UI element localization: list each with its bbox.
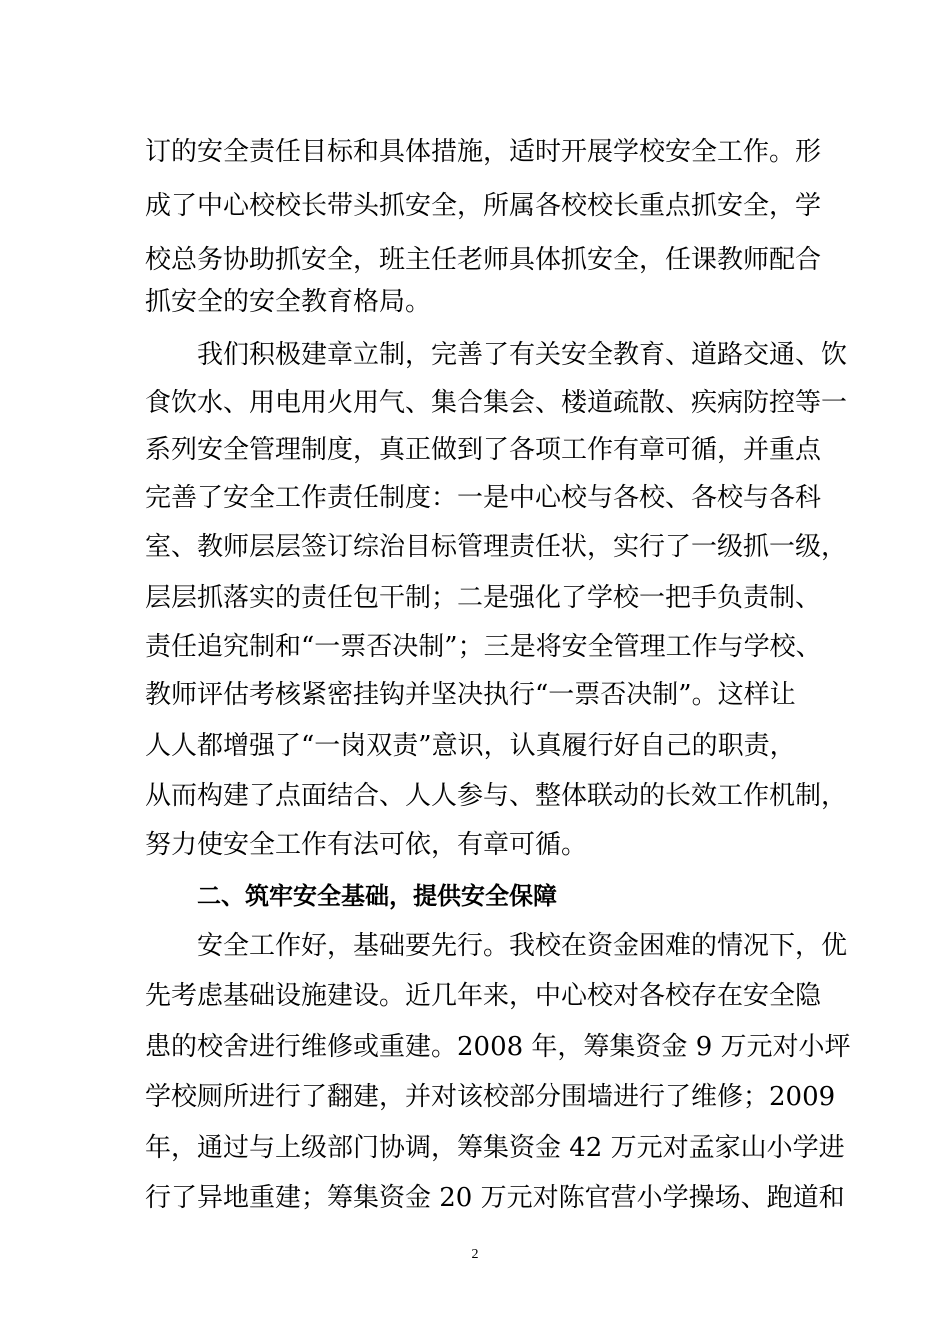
- text-line-14: 从而构建了点面结合、人人参与、整体联动的长效工作机制，: [145, 781, 848, 811]
- text-line-19: 患的校舍进行维修或重建。2008 年，筹集资金 9 万元对小坪: [145, 1032, 851, 1062]
- text-line-15: 努力使安全工作有法可依，有章可循。: [145, 830, 588, 860]
- text-line-13: 人人都增强了“一岗双责”意识，认真履行好自己的职责，: [145, 731, 796, 761]
- text-line-1: 订的安全责任目标和具体措施，适时开展学校安全工作。形: [145, 137, 822, 167]
- text-line-3: 校总务协助抓安全，班主任老师具体抓安全，任课教师配合: [145, 245, 822, 275]
- text-line-5: 我们积极建章立制，完善了有关安全教育、道路交通、饮: [197, 340, 848, 370]
- text-line-21: 年，通过与上级部门协调，筹集资金 42 万元对孟家山小学进: [145, 1133, 845, 1163]
- page-number: 2: [471, 1247, 479, 1262]
- text-line-20: 学校厕所进行了翻建，并对该校部分围墙进行了维修；2009: [145, 1082, 836, 1112]
- text-line-18: 先考虑基础设施建设。近几年来，中心校对各校存在安全隐: [145, 981, 822, 1011]
- section-heading: 二、筑牢安全基础，提供安全保障: [197, 882, 557, 910]
- text-line-6: 食饮水、用电用火用气、集合集会、楼道疏散、疾病防控等一: [145, 388, 848, 418]
- text-line-2: 成了中心校校长带头抓安全，所属各校校长重点抓安全，学: [145, 191, 822, 221]
- text-line-11: 责任追究制和“一票否决制”；三是将安全管理工作与学校、: [145, 632, 822, 662]
- text-line-10: 层层抓落实的责任包干制；二是强化了学校一把手负责制、: [145, 583, 822, 613]
- text-line-12: 教师评估考核紧密挂钩并坚决执行“一票否决制”。这样让: [145, 680, 796, 710]
- text-line-4: 抓安全的安全教育格局。: [145, 287, 432, 317]
- text-line-17: 安全工作好，基础要先行。我校在资金困难的情况下，优: [197, 931, 848, 961]
- text-line-9: 室、教师层层签订综治目标管理责任状，实行了一级抓一级，: [145, 532, 848, 562]
- text-line-7: 系列安全管理制度，真正做到了各项工作有章可循，并重点: [145, 435, 822, 465]
- text-line-22: 行了异地重建；筹集资金 20 万元对陈官营小学操场、跑道和: [145, 1183, 845, 1213]
- text-line-8: 完善了安全工作责任制度：一是中心校与各校、各校与各科: [145, 483, 822, 513]
